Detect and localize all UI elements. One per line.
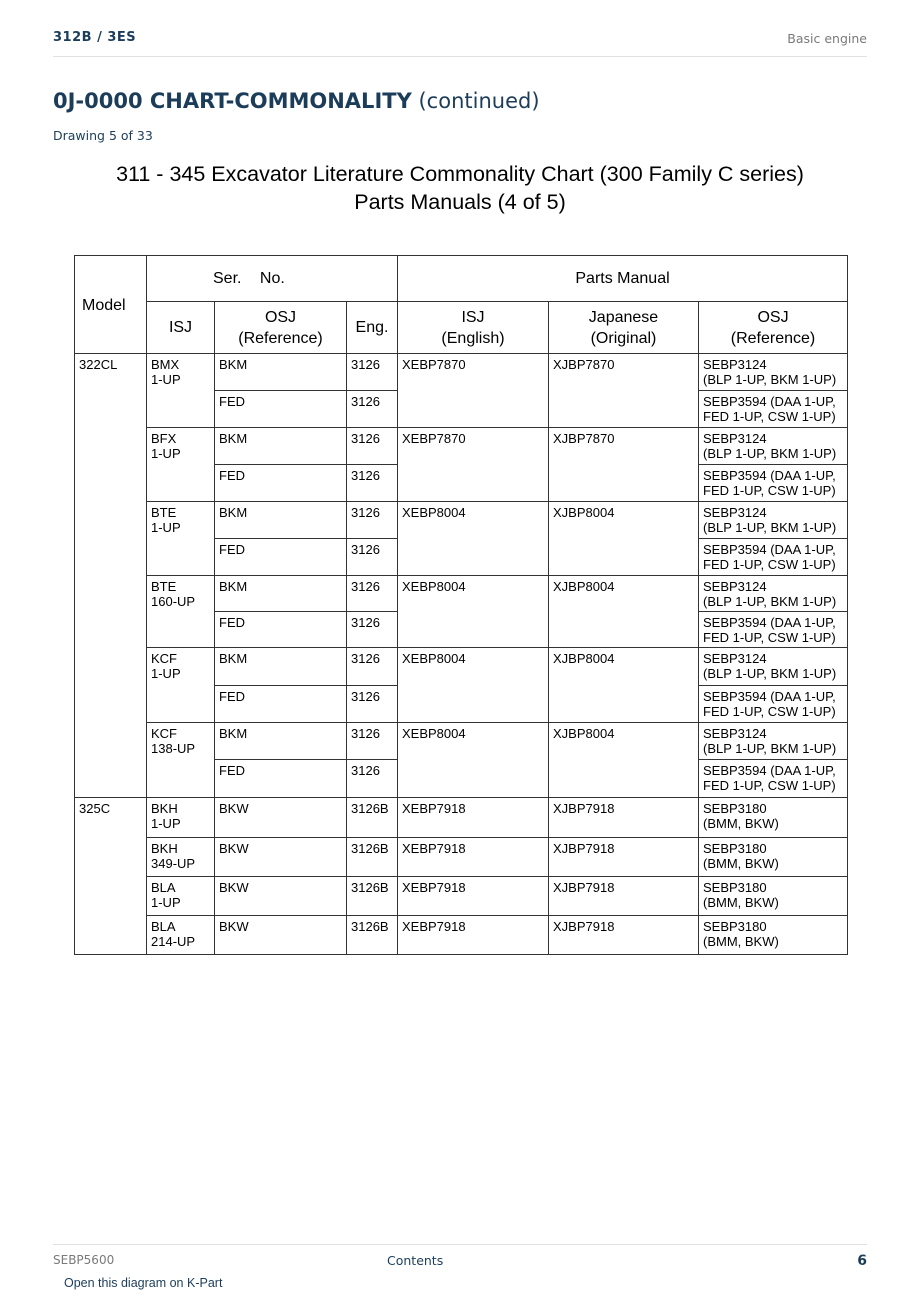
header-isj: ISJ	[147, 302, 215, 354]
table-header-row	[75, 256, 848, 302]
isj-serial-cell: KCF 138-UP	[147, 723, 215, 798]
japanese-cell: XJBP7918	[549, 916, 699, 955]
osj-cell: FED	[215, 760, 347, 798]
isj-serial-cell: BTE 160-UP	[147, 576, 215, 648]
japanese-cell: XJBP8004	[549, 576, 699, 648]
osj-ref-cell: SEBP3124 (BLP 1-UP, BKM 1-UP)	[699, 723, 848, 760]
osj-cell: BKM	[215, 354, 347, 391]
isj-serial-cell: BTE 1-UP	[147, 502, 215, 576]
isj-serial-cell: BKH 349-UP	[147, 838, 215, 877]
isj-english-cell: XEBP7870	[398, 428, 549, 502]
model-cell: 322CL	[75, 354, 147, 798]
osj-cell: BKM	[215, 648, 347, 686]
table-row	[75, 877, 848, 916]
isj-english-cell: XEBP8004	[398, 648, 549, 723]
japanese-cell: XJBP7918	[549, 798, 699, 838]
eng-cell: 3126	[347, 686, 398, 723]
eng-cell: 3126	[347, 612, 398, 648]
isj-serial-cell: BMX 1-UP	[147, 354, 215, 428]
osj-cell: FED	[215, 612, 347, 648]
osj-cell: BKM	[215, 428, 347, 465]
osj-cell: BKM	[215, 576, 347, 612]
japanese-cell: XJBP8004	[549, 723, 699, 798]
chart-title	[40, 160, 880, 216]
header-parts-manual: Parts Manual	[398, 256, 848, 302]
page-footer	[53, 1244, 867, 1273]
table-row	[75, 838, 848, 877]
osj-cell: FED	[215, 465, 347, 502]
eng-cell: 3126B	[347, 838, 398, 877]
header-osj-reference: OSJ (Reference)	[215, 302, 347, 354]
osj-ref-cell: SEBP3124 (BLP 1-UP, BKM 1-UP)	[699, 354, 848, 391]
isj-english-cell: XEBP7918	[398, 877, 549, 916]
isj-serial-cell: BLA 1-UP	[147, 877, 215, 916]
page-title-main: 0J-0000 CHART-COMMONALITY	[53, 89, 412, 113]
header-isj-english: ISJ (English)	[398, 302, 549, 354]
osj-cell: FED	[215, 686, 347, 723]
model-cell: 325C	[75, 798, 147, 955]
isj-serial-cell: BKH 1-UP	[147, 798, 215, 838]
isj-serial-cell: BLA 214-UP	[147, 916, 215, 955]
osj-ref-cell: SEBP3594 (DAA 1-UP, FED 1-UP, CSW 1-UP)	[699, 539, 848, 576]
osj-ref-cell: SEBP3124 (BLP 1-UP, BKM 1-UP)	[699, 428, 848, 465]
chart-title-line-1: 311 - 345 Excavator Literature Commonality Chart (300 Family C series)	[116, 162, 804, 186]
osj-cell: BKW	[215, 877, 347, 916]
drawing-counter: Drawing 5 of 33	[53, 128, 153, 143]
table-row	[75, 723, 848, 760]
isj-english-cell: XEBP7918	[398, 916, 549, 955]
commonality-table	[74, 255, 848, 955]
osj-cell: BKW	[215, 798, 347, 838]
table-row	[75, 916, 848, 955]
eng-cell: 3126	[347, 648, 398, 686]
table-row	[75, 354, 848, 391]
japanese-cell: XJBP7870	[549, 354, 699, 428]
osj-ref-cell: SEBP3124 (BLP 1-UP, BKM 1-UP)	[699, 502, 848, 539]
isj-english-cell: XEBP8004	[398, 576, 549, 648]
eng-cell: 3126B	[347, 798, 398, 838]
osj-cell: BKW	[215, 838, 347, 877]
osj-ref-cell: SEBP3594 (DAA 1-UP, FED 1-UP, CSW 1-UP)	[699, 612, 848, 648]
page-title-continued: (continued)	[418, 89, 540, 113]
osj-cell: FED	[215, 539, 347, 576]
japanese-cell: XJBP7918	[549, 877, 699, 916]
isj-english-cell: XEBP7870	[398, 354, 549, 428]
eng-cell: 3126	[347, 539, 398, 576]
osj-ref-cell: SEBP3124 (BLP 1-UP, BKM 1-UP)	[699, 648, 848, 686]
osj-ref-cell: SEBP3594 (DAA 1-UP, FED 1-UP, CSW 1-UP)	[699, 760, 848, 798]
table-row	[75, 648, 848, 686]
isj-serial-cell: KCF 1-UP	[147, 648, 215, 723]
osj-ref-cell: SEBP3180 (BMM, BKW)	[699, 916, 848, 955]
isj-english-cell: XEBP7918	[398, 838, 549, 877]
eng-cell: 3126	[347, 760, 398, 798]
table-subheader-row	[75, 302, 848, 354]
table-row	[75, 428, 848, 465]
eng-cell: 3126	[347, 723, 398, 760]
osj-ref-cell: SEBP3180 (BMM, BKW)	[699, 798, 848, 838]
osj-ref-cell: SEBP3594 (DAA 1-UP, FED 1-UP, CSW 1-UP)	[699, 391, 848, 428]
isj-serial-cell: BFX 1-UP	[147, 428, 215, 502]
header-ser-no: Ser. No.	[147, 256, 398, 302]
page-title	[53, 89, 540, 113]
table-row	[75, 798, 848, 838]
eng-cell: 3126B	[347, 916, 398, 955]
footer-doc-number: SEBP5600	[53, 1253, 115, 1267]
eng-cell: 3126	[347, 391, 398, 428]
osj-cell: BKM	[215, 502, 347, 539]
header-japanese-original: Japanese (Original)	[549, 302, 699, 354]
japanese-cell: XJBP8004	[549, 648, 699, 723]
eng-cell: 3126B	[347, 877, 398, 916]
header-model-cell: Model	[75, 256, 147, 354]
eng-cell: 3126	[347, 502, 398, 539]
table-row	[75, 502, 848, 539]
osj-cell: BKM	[215, 723, 347, 760]
osj-ref-cell: SEBP3594 (DAA 1-UP, FED 1-UP, CSW 1-UP)	[699, 465, 848, 502]
header-osj-ref: OSJ (Reference)	[699, 302, 848, 354]
osj-ref-cell: SEBP3180 (BMM, BKW)	[699, 877, 848, 916]
osj-ref-cell: SEBP3180 (BMM, BKW)	[699, 838, 848, 877]
japanese-cell: XJBP7870	[549, 428, 699, 502]
japanese-cell: XJBP7918	[549, 838, 699, 877]
eng-cell: 3126	[347, 354, 398, 391]
osj-cell: FED	[215, 391, 347, 428]
page-number: 6	[857, 1253, 867, 1269]
eng-cell: 3126	[347, 465, 398, 502]
isj-english-cell: XEBP7918	[398, 798, 549, 838]
eng-cell: 3126	[347, 428, 398, 465]
table-row	[75, 576, 848, 612]
open-on-kpart-link[interactable]: Open this diagram on K-Part	[64, 1276, 223, 1290]
page-header	[53, 28, 867, 57]
isj-english-cell: XEBP8004	[398, 723, 549, 798]
header-section: Basic engine	[787, 31, 867, 46]
chart-title-line-2: Parts Manuals (4 of 5)	[354, 190, 566, 214]
osj-ref-cell: SEBP3124 (BLP 1-UP, BKM 1-UP)	[699, 576, 848, 612]
japanese-cell: XJBP8004	[549, 502, 699, 576]
contents-link[interactable]: Contents	[387, 1253, 444, 1268]
eng-cell: 3126	[347, 576, 398, 612]
osj-cell: BKW	[215, 916, 347, 955]
header-eng: Eng.	[347, 302, 398, 354]
osj-ref-cell: SEBP3594 (DAA 1-UP, FED 1-UP, CSW 1-UP)	[699, 686, 848, 723]
isj-english-cell: XEBP8004	[398, 502, 549, 576]
header-model: 312B / 3ES	[53, 30, 137, 45]
